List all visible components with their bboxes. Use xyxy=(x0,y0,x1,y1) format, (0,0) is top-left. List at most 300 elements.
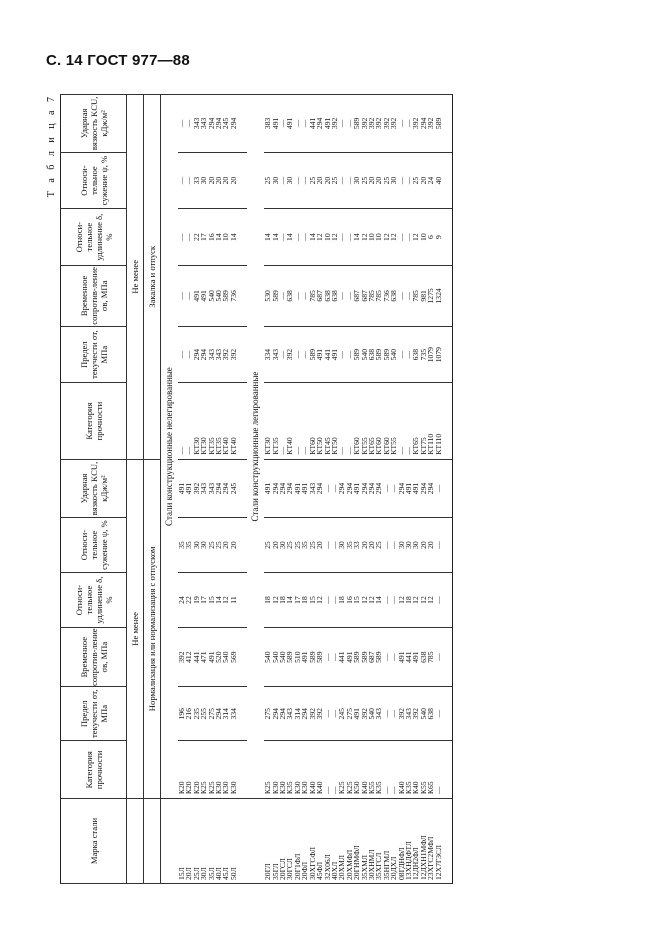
value-cell: 441 xyxy=(193,628,200,687)
steel-grade-cell: 30ХНМЛ xyxy=(368,799,375,884)
value-cell: — xyxy=(185,95,192,153)
value-cell: 25 xyxy=(361,152,368,209)
value-cell: 294 xyxy=(420,95,427,153)
empty-grade-cell xyxy=(127,799,144,884)
value-cell: — xyxy=(338,326,345,383)
value-cell: — xyxy=(185,209,192,266)
value-cell: — xyxy=(279,209,286,266)
value-cell: КТ60 xyxy=(383,383,390,459)
treatment-row xyxy=(144,95,161,884)
value-cell: 441 xyxy=(324,326,331,383)
value-cell: — xyxy=(178,383,185,459)
value-cell: — xyxy=(346,326,353,383)
value-cell: К25 xyxy=(338,741,345,799)
value-cell: 392 xyxy=(383,95,390,153)
value-cell: 687 xyxy=(353,265,360,326)
value-cell: — xyxy=(398,152,405,209)
value-cell: 638 xyxy=(412,326,419,383)
value-cell: 540 xyxy=(368,687,375,741)
section-gap xyxy=(237,95,247,884)
not-less-left: Не менее xyxy=(127,459,144,799)
value-cell: 12 xyxy=(368,572,375,628)
value-cell: 491 xyxy=(294,459,301,518)
value-cell: 589 xyxy=(353,628,360,687)
gap-cell xyxy=(237,799,247,884)
value-cell: — xyxy=(331,572,338,628)
value-cell: 20 xyxy=(361,518,368,572)
value-cell: — xyxy=(279,152,286,209)
value-cell: 638 xyxy=(331,265,338,326)
value-cell: 196 xyxy=(178,687,185,741)
col-yield: Предел текучести σт, МПа xyxy=(61,687,127,741)
value-cell: К25 xyxy=(346,741,353,799)
section-gap xyxy=(442,95,453,884)
value-cell: КТ110 xyxy=(435,383,442,459)
value-cell: 589 xyxy=(309,326,316,383)
value-cell: 491 xyxy=(412,459,419,518)
value-cell: 11 xyxy=(230,572,237,628)
value-cell: — xyxy=(324,741,331,799)
col-yield-2: Предел текучести σт, МПа xyxy=(61,326,127,383)
value-cell: 294 xyxy=(338,459,345,518)
value-cell: — xyxy=(346,265,353,326)
gap-cell xyxy=(442,572,453,628)
value-cell: 687 xyxy=(316,265,323,326)
steel-grade-cell: 20Л xyxy=(185,799,192,884)
value-cell: 35 xyxy=(346,518,353,572)
gap-cell xyxy=(442,799,453,884)
value-cell: 343 xyxy=(215,326,222,383)
value-cell: К25 xyxy=(208,741,215,799)
gap-cell xyxy=(237,628,247,687)
value-cell: 1324 xyxy=(435,265,442,326)
value-cell: 20 xyxy=(375,152,382,209)
value-cell: 294 xyxy=(368,459,375,518)
value-cell: 12 xyxy=(331,209,338,266)
value-cell: — xyxy=(338,209,345,266)
value-cell: 12 xyxy=(390,209,397,266)
value-cell: КТ55 xyxy=(361,383,368,459)
value-cell: — xyxy=(279,95,286,153)
value-cell: КТ110 xyxy=(427,383,434,459)
value-cell: 638 xyxy=(427,687,434,741)
value-cell: — xyxy=(405,265,412,326)
empty-grade-cell-2 xyxy=(144,799,161,884)
value-cell: 294 xyxy=(420,459,427,518)
value-cell: К30 xyxy=(215,741,222,799)
value-cell: 392 xyxy=(178,628,185,687)
value-cell: КТ30 xyxy=(200,383,207,459)
value-cell: — xyxy=(294,265,301,326)
page-header: С. 14 ГОСТ 977—88 xyxy=(46,52,190,69)
value-cell: 785 xyxy=(368,265,375,326)
value-cell: 491 xyxy=(178,459,185,518)
value-cell: К40 xyxy=(309,741,316,799)
value-cell: — xyxy=(301,265,308,326)
value-cell: 294 xyxy=(208,95,215,153)
value-cell: КТ55 xyxy=(390,383,397,459)
value-cell: КТ50 xyxy=(316,383,323,459)
value-cell: — xyxy=(178,265,185,326)
value-cell: 20 xyxy=(420,518,427,572)
value-cell: 12 xyxy=(412,572,419,628)
value-cell: 275 xyxy=(346,687,353,741)
value-cell: 275 xyxy=(264,687,271,741)
value-cell: 294 xyxy=(215,687,222,741)
value-cell: — xyxy=(178,326,185,383)
value-cell: КТ35 xyxy=(208,383,215,459)
steel-grade-cell: 30ХГСФЛ xyxy=(309,799,316,884)
value-cell: 10 xyxy=(375,209,382,266)
value-cell: 10 xyxy=(368,209,375,266)
value-cell: 25 xyxy=(294,518,301,572)
value-cell: КТ40 xyxy=(222,383,229,459)
value-cell: 589 xyxy=(435,95,442,153)
steel-grade-cell: 20ХМЛ xyxy=(338,799,345,884)
not-less-right: Не менее xyxy=(127,95,144,460)
value-cell: — xyxy=(294,152,301,209)
value-cell: КТ60 xyxy=(375,383,382,459)
value-cell: КТ45 xyxy=(324,383,331,459)
value-cell: 589 xyxy=(375,326,382,383)
value-cell: 35 xyxy=(178,518,185,572)
value-cell: — xyxy=(294,326,301,383)
value-cell: — xyxy=(435,572,442,628)
value-cell: 14 xyxy=(264,209,271,266)
value-cell: К30 xyxy=(294,741,301,799)
section-title-row xyxy=(161,95,179,884)
steel-grade-cell: 30ГСЛ xyxy=(286,799,293,884)
value-cell: — xyxy=(346,209,353,266)
value-cell: 392 xyxy=(193,459,200,518)
gap-cell xyxy=(442,95,453,153)
value-cell: 14 xyxy=(309,209,316,266)
value-cell: 294 xyxy=(215,459,222,518)
value-cell: 491 xyxy=(398,628,405,687)
value-cell: 392 xyxy=(361,687,368,741)
gap-cell xyxy=(237,326,247,383)
value-cell: К20 xyxy=(185,741,192,799)
gap-cell xyxy=(442,628,453,687)
value-cell: 412 xyxy=(185,628,192,687)
steel-grade-cell: 15Л xyxy=(178,799,185,884)
value-cell: 19 xyxy=(193,572,200,628)
steel-grade-cell: 20ФЛ xyxy=(301,799,308,884)
value-cell: — xyxy=(279,383,286,459)
value-cell: 12 xyxy=(383,209,390,266)
value-cell: 294 xyxy=(193,326,200,383)
value-cell: 294 xyxy=(200,326,207,383)
value-cell: 785 xyxy=(412,265,419,326)
value-cell: 294 xyxy=(279,687,286,741)
value-cell: КТ60 xyxy=(353,383,360,459)
value-cell: 30 xyxy=(279,518,286,572)
value-cell: — xyxy=(383,741,390,799)
value-cell: 638 xyxy=(324,265,331,326)
value-cell: 14 xyxy=(272,209,279,266)
value-cell: К40 xyxy=(412,741,419,799)
value-cell: 314 xyxy=(294,687,301,741)
value-cell: 392 xyxy=(412,687,419,741)
value-cell: 20 xyxy=(316,152,323,209)
value-cell: 25 xyxy=(264,518,271,572)
value-cell: 12 xyxy=(272,572,279,628)
value-cell: 12 xyxy=(412,209,419,266)
value-cell: 392 xyxy=(316,687,323,741)
value-cell: 14 xyxy=(215,572,222,628)
value-cell: — xyxy=(405,383,412,459)
gap-cell xyxy=(237,687,247,741)
value-cell: 30 xyxy=(412,518,419,572)
value-cell: — xyxy=(301,209,308,266)
value-cell: 16 xyxy=(208,209,215,266)
value-cell: 491 xyxy=(353,687,360,741)
value-cell: 245 xyxy=(338,687,345,741)
value-cell: 20 xyxy=(215,152,222,209)
value-cell: 30 xyxy=(390,152,397,209)
value-cell: 785 xyxy=(309,265,316,326)
value-cell: К35 xyxy=(405,741,412,799)
col-grade: Марка стали xyxy=(61,799,127,884)
value-cell: — xyxy=(324,628,331,687)
col-category: Категория прочности xyxy=(61,741,127,799)
value-cell: — xyxy=(390,572,397,628)
value-cell: 491 xyxy=(346,628,353,687)
value-cell: 314 xyxy=(222,687,229,741)
value-cell: — xyxy=(301,383,308,459)
value-cell: 6 xyxy=(427,209,434,266)
value-cell: 294 xyxy=(272,459,279,518)
value-cell: 491 xyxy=(412,628,419,687)
value-cell: КТ50 xyxy=(331,383,338,459)
value-cell: 25 xyxy=(331,152,338,209)
value-cell: 1275 xyxy=(427,265,434,326)
gap-cell xyxy=(442,383,453,459)
value-cell: 294 xyxy=(316,95,323,153)
value-cell: 30 xyxy=(286,152,293,209)
value-cell: 687 xyxy=(361,265,368,326)
value-cell: К25 xyxy=(200,741,207,799)
value-cell: КТ40 xyxy=(230,383,237,459)
steel-grade-cell: 20ГСЛ xyxy=(279,799,286,884)
value-cell: 235 xyxy=(193,687,200,741)
value-cell: — xyxy=(185,383,192,459)
value-cell: — xyxy=(185,265,192,326)
value-cell: К55 xyxy=(420,741,427,799)
value-cell: — xyxy=(331,687,338,741)
value-cell: КТ60 xyxy=(309,383,316,459)
section-title-row xyxy=(247,95,264,884)
value-cell: — xyxy=(185,326,192,383)
value-cell: 785 xyxy=(427,628,434,687)
value-cell: 491 xyxy=(200,265,207,326)
steel-grade-cell: 35ХГСЛ xyxy=(375,799,382,884)
value-cell: 491 xyxy=(331,326,338,383)
value-cell: 735 xyxy=(420,326,427,383)
steel-grade-cell: 20ХМФЛ xyxy=(346,799,353,884)
value-cell: 20 xyxy=(222,518,229,572)
value-cell: 736 xyxy=(383,265,390,326)
value-cell: 491 xyxy=(185,459,192,518)
value-cell: 25 xyxy=(215,518,222,572)
value-cell: — xyxy=(301,326,308,383)
value-cell: 343 xyxy=(286,687,293,741)
value-cell: 736 xyxy=(230,265,237,326)
value-cell: 35 xyxy=(185,518,192,572)
value-cell: — xyxy=(346,383,353,459)
value-cell: 22 xyxy=(185,572,192,628)
value-cell: К25 xyxy=(264,741,271,799)
value-cell: 14 xyxy=(353,209,360,266)
value-cell: — xyxy=(390,741,397,799)
value-cell: К30 xyxy=(272,741,279,799)
value-cell: — xyxy=(390,628,397,687)
value-cell: 491 xyxy=(208,628,215,687)
value-cell: КТ30 xyxy=(193,383,200,459)
not-less-row xyxy=(127,95,144,884)
value-cell: 638 xyxy=(420,628,427,687)
value-cell: 22 xyxy=(193,209,200,266)
gap-cell xyxy=(237,518,247,572)
value-cell: К40 xyxy=(361,741,368,799)
value-cell: 25 xyxy=(412,152,419,209)
section-spacer xyxy=(161,799,179,884)
value-cell: 294 xyxy=(398,459,405,518)
value-cell: 589 xyxy=(353,95,360,153)
value-cell: — xyxy=(178,152,185,209)
treatment-right: Закалка и отпуск xyxy=(144,95,161,460)
steel-grade-cell: 45Л xyxy=(222,799,229,884)
value-cell: — xyxy=(405,326,412,383)
steel-grade-cell: 20ГНМФЛ xyxy=(353,799,360,884)
value-cell: 540 xyxy=(390,326,397,383)
value-cell: 540 xyxy=(215,265,222,326)
value-cell: — xyxy=(324,687,331,741)
value-cell: 589 xyxy=(383,326,390,383)
value-cell: КТ75 xyxy=(420,383,427,459)
value-cell: 441 xyxy=(405,628,412,687)
value-cell: — xyxy=(390,518,397,572)
value-cell: КТ30 xyxy=(264,383,271,459)
value-cell: 14 xyxy=(215,209,222,266)
value-cell: 15 xyxy=(353,572,360,628)
value-cell: 491 xyxy=(405,459,412,518)
value-cell: 40 xyxy=(435,152,442,209)
value-cell: 491 xyxy=(324,95,331,153)
value-cell: 530 xyxy=(264,265,271,326)
steel-grade-cell: 30Л xyxy=(200,799,207,884)
value-cell: — xyxy=(383,687,390,741)
value-cell: КТ35 xyxy=(215,383,222,459)
value-cell: 294 xyxy=(427,459,434,518)
value-cell: — xyxy=(383,518,390,572)
value-cell: 334 xyxy=(264,326,271,383)
value-cell: 33 xyxy=(193,152,200,209)
value-cell: 589 xyxy=(286,628,293,687)
value-cell: 785 xyxy=(375,265,382,326)
value-cell: 216 xyxy=(185,687,192,741)
value-cell: 30 xyxy=(398,518,405,572)
steel-grade-cell: 40Л xyxy=(215,799,222,884)
value-cell: 589 xyxy=(309,628,316,687)
value-cell: 12 xyxy=(222,572,229,628)
value-cell: КТ40 xyxy=(286,383,293,459)
value-cell: — xyxy=(398,209,405,266)
steel-grade-cell: 35Л xyxy=(208,799,215,884)
value-cell: 25 xyxy=(208,518,215,572)
value-cell: — xyxy=(324,459,331,518)
value-cell: 294 xyxy=(286,459,293,518)
value-cell: 275 xyxy=(208,687,215,741)
value-cell: 1079 xyxy=(427,326,434,383)
value-cell: 16 xyxy=(346,572,353,628)
value-cell: К40 xyxy=(316,741,323,799)
value-cell: — xyxy=(338,95,345,153)
value-cell: К30 xyxy=(279,741,286,799)
value-cell: — xyxy=(383,459,390,518)
gap-cell xyxy=(442,152,453,209)
value-cell: 294 xyxy=(272,687,279,741)
value-cell: 9 xyxy=(435,209,442,266)
value-cell: 392 xyxy=(331,95,338,153)
value-cell: — xyxy=(383,572,390,628)
value-cell: 18 xyxy=(301,572,308,628)
value-cell: 491 xyxy=(316,326,323,383)
steel-grade-cell: 35ХМЛ xyxy=(361,799,368,884)
value-cell: 30 xyxy=(338,518,345,572)
value-cell: 18 xyxy=(264,572,271,628)
steel-grade-cell: 50Л xyxy=(230,799,237,884)
value-cell: 24 xyxy=(178,572,185,628)
value-cell: — xyxy=(185,152,192,209)
value-cell: — xyxy=(435,628,442,687)
value-cell: — xyxy=(294,95,301,153)
gap-cell xyxy=(237,95,247,153)
gap-cell xyxy=(442,326,453,383)
value-cell: 14 xyxy=(286,572,293,628)
value-cell: 294 xyxy=(346,459,353,518)
gap-cell xyxy=(237,265,247,326)
value-cell: 343 xyxy=(208,326,215,383)
value-cell: 20 xyxy=(368,152,375,209)
col-elong-2: Относи-тельное удлинение δ, % xyxy=(61,209,127,266)
gap-cell xyxy=(237,572,247,628)
value-cell: — xyxy=(331,628,338,687)
value-cell: 10 xyxy=(420,209,427,266)
value-cell: 520 xyxy=(215,628,222,687)
gap-cell xyxy=(237,741,247,799)
gap-cell xyxy=(237,459,247,518)
col-tensile: Временное сопротив-ление σв, МПа xyxy=(61,628,127,687)
value-cell: 30 xyxy=(193,518,200,572)
value-cell: 540 xyxy=(272,628,279,687)
section-spacer xyxy=(247,799,264,884)
value-cell: — xyxy=(178,95,185,153)
value-cell: 540 xyxy=(279,628,286,687)
value-cell: 18 xyxy=(405,572,412,628)
value-cell: — xyxy=(398,326,405,383)
value-cell: 12 xyxy=(361,572,368,628)
value-cell: 491 xyxy=(353,459,360,518)
value-cell: 392 xyxy=(230,326,237,383)
value-cell: 343 xyxy=(208,459,215,518)
value-cell: 14 xyxy=(286,209,293,266)
steel-grade-cell: 13ХНДФТЛ xyxy=(405,799,412,884)
steel-grade-cell: 12Х7Г3СЛ xyxy=(435,799,442,884)
value-cell: 392 xyxy=(398,687,405,741)
value-cell: К35 xyxy=(286,741,293,799)
value-cell: — xyxy=(383,628,390,687)
